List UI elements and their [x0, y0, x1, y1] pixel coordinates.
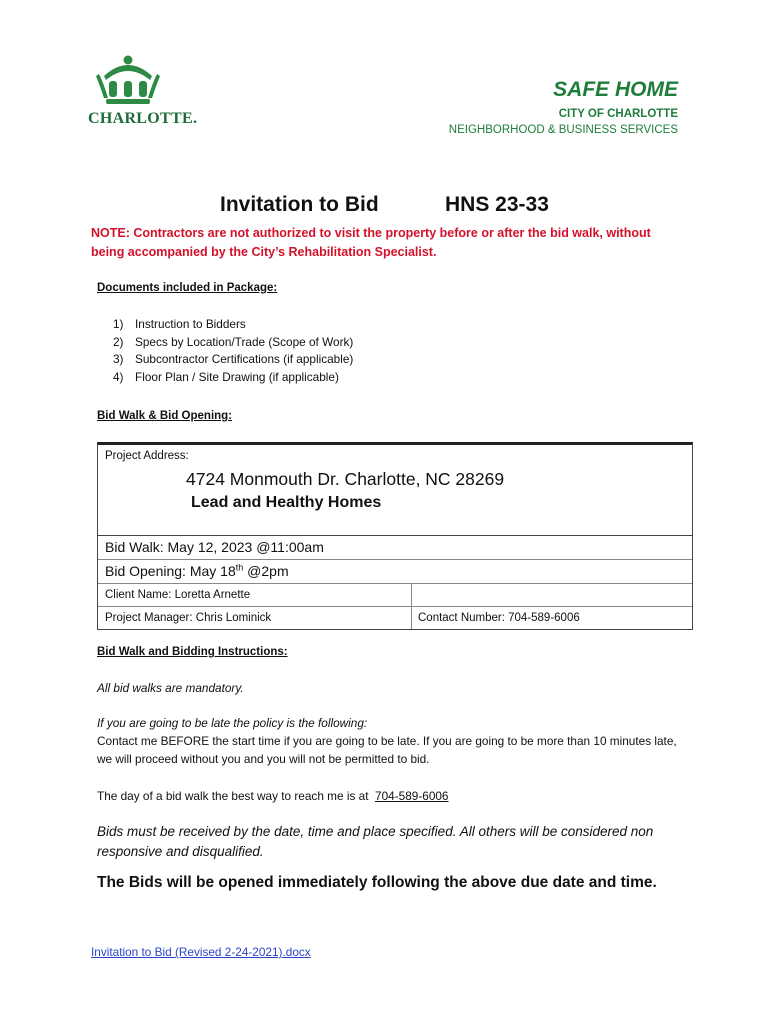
instructions-heading: Bid Walk and Bidding Instructions:: [97, 646, 288, 658]
project-address-cell: [98, 445, 692, 536]
document-title: Invitation to Bid: [220, 193, 379, 216]
department-name: NEIGHBORHOOD & BUSINESS SERVICES: [448, 124, 678, 136]
client-name: Client Name: Loretta Arnette: [98, 584, 412, 606]
program-title: SAFE HOME: [553, 78, 678, 101]
bids-received-text: Bids must be received by the date, time and place specified. All others will be considered non responsive and disqualified.: [97, 824, 654, 859]
bid-opening-date: Bid Opening: May 18th @2pm: [98, 560, 692, 584]
project-info-table: [97, 442, 693, 630]
bid-number: HNS 23-33: [445, 193, 549, 216]
contractor-note: NOTE: Contractors are not authorized to visit the property before or after the bid walk, without being accompanied by the City’s Rehabilitation Specialist.: [91, 226, 651, 259]
mandatory-text: All bid walks are mandatory.: [97, 681, 244, 695]
table-row: [98, 584, 692, 607]
bids-opened-text: The Bids will be opened immediately following the above due date and time.: [97, 874, 657, 891]
list-item: 1) Instruction to Bidders: [113, 317, 246, 331]
program-name: Lead and Healthy Homes: [191, 494, 382, 511]
project-manager: Project Manager: Chris Lominick: [98, 607, 412, 629]
city-name: CITY OF CHARLOTTE: [558, 108, 678, 120]
bid-walk-heading: Bid Walk & Bid Opening:: [97, 410, 233, 422]
project-address: 4724 Monmouth Dr. Charlotte, NC 28269: [186, 469, 505, 489]
list-item: 4) Floor Plan / Site Drawing (if applicable): [113, 369, 339, 384]
logo-wordmark: CHARLOTTE.: [88, 110, 198, 127]
contact-number: Contact Number: 704-589-6006: [418, 612, 580, 624]
documents-list: [113, 316, 353, 386]
phone-link[interactable]: 704-589-6006: [375, 789, 449, 803]
late-policy: If you are going to be late the policy is the following: Contact me BEFORE the start time if you are going to be late. If you are going to be more than 10 minutes late, we will proceed without you and you will not be permitted to bid.: [97, 716, 677, 766]
reach-text: The day of a bid walk the best way to reach me is at 704-589-6006: [97, 789, 449, 803]
list-item: 3) Subcontractor Certifications (if applicable): [113, 352, 354, 366]
bid-walk-date: Bid Walk: May 12, 2023 @11:00am: [98, 536, 692, 560]
address-label: Project Address:: [105, 450, 189, 462]
table-row: [98, 607, 692, 629]
list-item: 2) Specs by Location/Trade (Scope of Work): [113, 334, 354, 349]
footer-file-link[interactable]: Invitation to Bid (Revised 2-24-2021).docx: [91, 945, 311, 959]
documents-heading: Documents included in Package:: [97, 282, 278, 294]
